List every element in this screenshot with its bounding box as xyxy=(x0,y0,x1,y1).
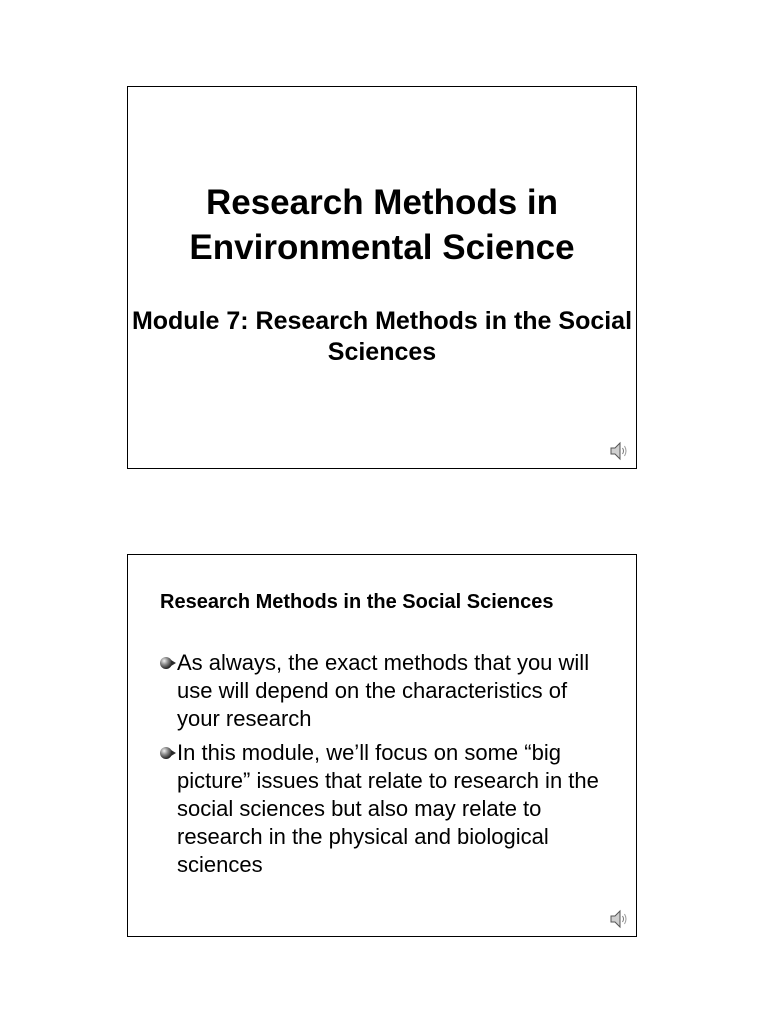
module-subtitle: Module 7: Research Methods in the Social Sciences xyxy=(131,307,633,366)
list-item xyxy=(158,649,608,733)
title-slide xyxy=(127,86,637,469)
bullet-text: As always, the exact methods that you will use will depend on the characteristics of your research xyxy=(177,650,590,731)
speaker-icon[interactable] xyxy=(609,440,629,462)
bullet-text: In this module, we’ll focus on some “big picture” issues that relate to research in the social sciences but also may relate to research in the physical and biological sciences xyxy=(177,740,599,877)
bullet-list xyxy=(158,649,608,885)
speaker-icon[interactable] xyxy=(609,908,629,930)
slide-heading: Research Methods in the Social Sciences xyxy=(160,591,554,613)
sphere-bullet-icon xyxy=(159,746,177,760)
content-slide xyxy=(127,554,637,937)
presentation-title: Research Methods in Environmental Science xyxy=(189,183,575,267)
sphere-bullet-icon xyxy=(159,656,177,670)
list-item xyxy=(158,739,608,879)
